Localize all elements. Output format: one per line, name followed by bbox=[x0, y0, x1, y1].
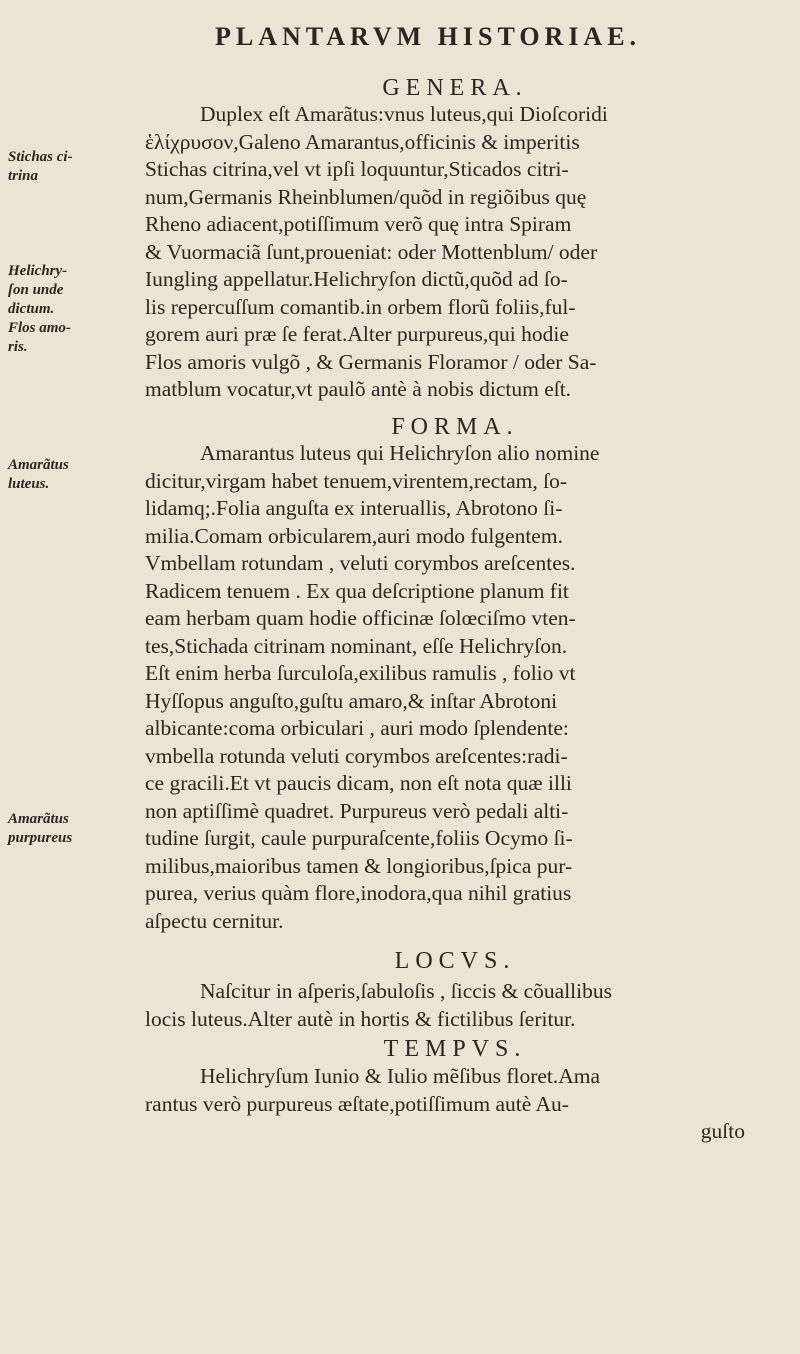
margin-note-amarantus-purpureus bbox=[8, 810, 136, 848]
text-line: ce gracili.Et vt paucis dicam, non eſt nota quæ illi bbox=[145, 771, 572, 795]
text-line: vmbella rotunda veluti corymbos areſcentes:radi- bbox=[145, 743, 568, 768]
text-line: Duplex eſt Amarãtus:vnus luteus,qui Dioſcoridi bbox=[200, 102, 608, 126]
text-line: Hyſſopus anguſto,guſtu amaro,& inſtar Abrotoni bbox=[145, 688, 558, 713]
text-line: & Vuormaciã ſunt,proueniat: oder Mottenblum/ oder bbox=[145, 239, 598, 264]
text-line: locis luteus.Alter autè in hortis & fictilibus ſeritur. bbox=[145, 1006, 576, 1031]
margin-note-line: luteus. bbox=[8, 476, 50, 492]
section-body-locus bbox=[145, 978, 770, 1033]
section-heading-genera: GENERA. bbox=[382, 75, 528, 101]
text-line: Amarantus luteus qui Helichryſon alio nomine bbox=[200, 441, 600, 465]
section-body-tempus bbox=[145, 1063, 770, 1146]
catchword: guſto bbox=[700, 1119, 745, 1143]
text-line: dicitur,virgam habet tenuem,virentem,rectam, ſo- bbox=[145, 468, 568, 493]
text-line: non aptiſſimè quadret. Purpureus verò pedali alti- bbox=[145, 798, 569, 823]
text-line: aſpectu cernitur. bbox=[145, 908, 284, 933]
text-line: eam herbam quam hodie officinæ ſolœciſmo vten- bbox=[145, 606, 576, 630]
margin-note-line: ſon unde bbox=[8, 282, 64, 298]
running-head: PLANTARVM HISTORIAE. bbox=[215, 22, 642, 51]
text-line: tes,Stichada citrinam nominant, eſſe Helichryſon. bbox=[145, 633, 568, 658]
text-line: purea, verius quàm flore,inodora,qua nihil gratius bbox=[145, 881, 572, 905]
text-line: Iungling appellatur.Helichryſon dictũ,quõd ad ſo- bbox=[145, 267, 568, 291]
text-line: Eſt enim herba ſurculoſa,exilibus ramulis , folio vt bbox=[145, 661, 576, 685]
section-body-forma bbox=[145, 440, 770, 935]
margin-note-line: Flos amo- bbox=[8, 320, 71, 336]
text-line: lis repercuſſum comantib.in orbem florũ foliis,ful- bbox=[145, 294, 576, 319]
text-line: Flos amoris vulgõ , & Germanis Floramor / oder Sa- bbox=[145, 349, 597, 374]
margin-note-stichas bbox=[8, 148, 136, 186]
text-line: ἑλίχρυσον,Galeno Amarantus,officinis & imperitis bbox=[145, 129, 580, 154]
text-line: Radicem tenuem . Ex qua deſcriptione planum fit bbox=[145, 578, 569, 603]
margin-note-line: trina bbox=[8, 168, 39, 184]
text-line: milibus,maioribus tamen & longioribus,ſpica pur- bbox=[145, 853, 573, 878]
margin-note-line: Helichry- bbox=[8, 263, 68, 279]
margin-note-line: ris. bbox=[8, 339, 28, 355]
margin-note-line: Stichas ci- bbox=[8, 149, 73, 165]
text-line: albicante:coma orbiculari , auri modo ſplendente: bbox=[145, 716, 569, 740]
text-line: matblum vocatur,vt paulõ antè à nobis dictum eſt. bbox=[145, 377, 572, 401]
section-heading-tempus: TEMPVS. bbox=[383, 1036, 527, 1062]
margin-note-line: dictum. bbox=[8, 301, 55, 317]
text-line: tudine ſurgit, caule purpuraſcente,foliis Ocymo ſi- bbox=[145, 826, 573, 850]
margin-note-line: Amarãtus bbox=[8, 811, 69, 827]
text-line: Vmbellam rotundam , veluti corymbos areſcentes. bbox=[145, 551, 576, 575]
section-heading-forma: FORMA. bbox=[391, 414, 519, 440]
section-body-genera bbox=[145, 101, 770, 404]
text-line: gorem auri præ ſe ferat.Alter purpureus,qui hodie bbox=[145, 322, 569, 346]
text-line: Rheno adiacent,potiſſimum verõ quę intra Spiram bbox=[145, 212, 572, 236]
section-heading-locus: LOCVS. bbox=[394, 948, 516, 974]
margin-note-helichryson bbox=[8, 262, 136, 357]
text-line: Helichryſum Iunio & Iulio mẽſibus floret.Ama bbox=[200, 1064, 601, 1088]
text-line: num,Germanis Rheinblumen/quõd in regiõibus quę bbox=[145, 184, 587, 209]
text-line: Stichas citrina,vel vt ipſi loquuntur,Sticados citri- bbox=[145, 157, 569, 181]
text-line: lidamq;.Folia anguſta ex interuallis, Abrotono ſi- bbox=[145, 496, 563, 520]
margin-note-line: Amarãtus bbox=[8, 457, 69, 473]
margin-note-line: purpureus bbox=[8, 830, 73, 846]
text-line: milia.Comam orbicularem,auri modo fulgentem. bbox=[145, 523, 563, 548]
margin-note-amarantus-luteus bbox=[8, 456, 136, 494]
text-line: Naſcitur in aſperis,ſabuloſis , ſiccis & cõuallibus bbox=[200, 979, 612, 1003]
text-line: rantus verò purpureus æſtate,potiſſimum autè Au- bbox=[145, 1091, 569, 1116]
